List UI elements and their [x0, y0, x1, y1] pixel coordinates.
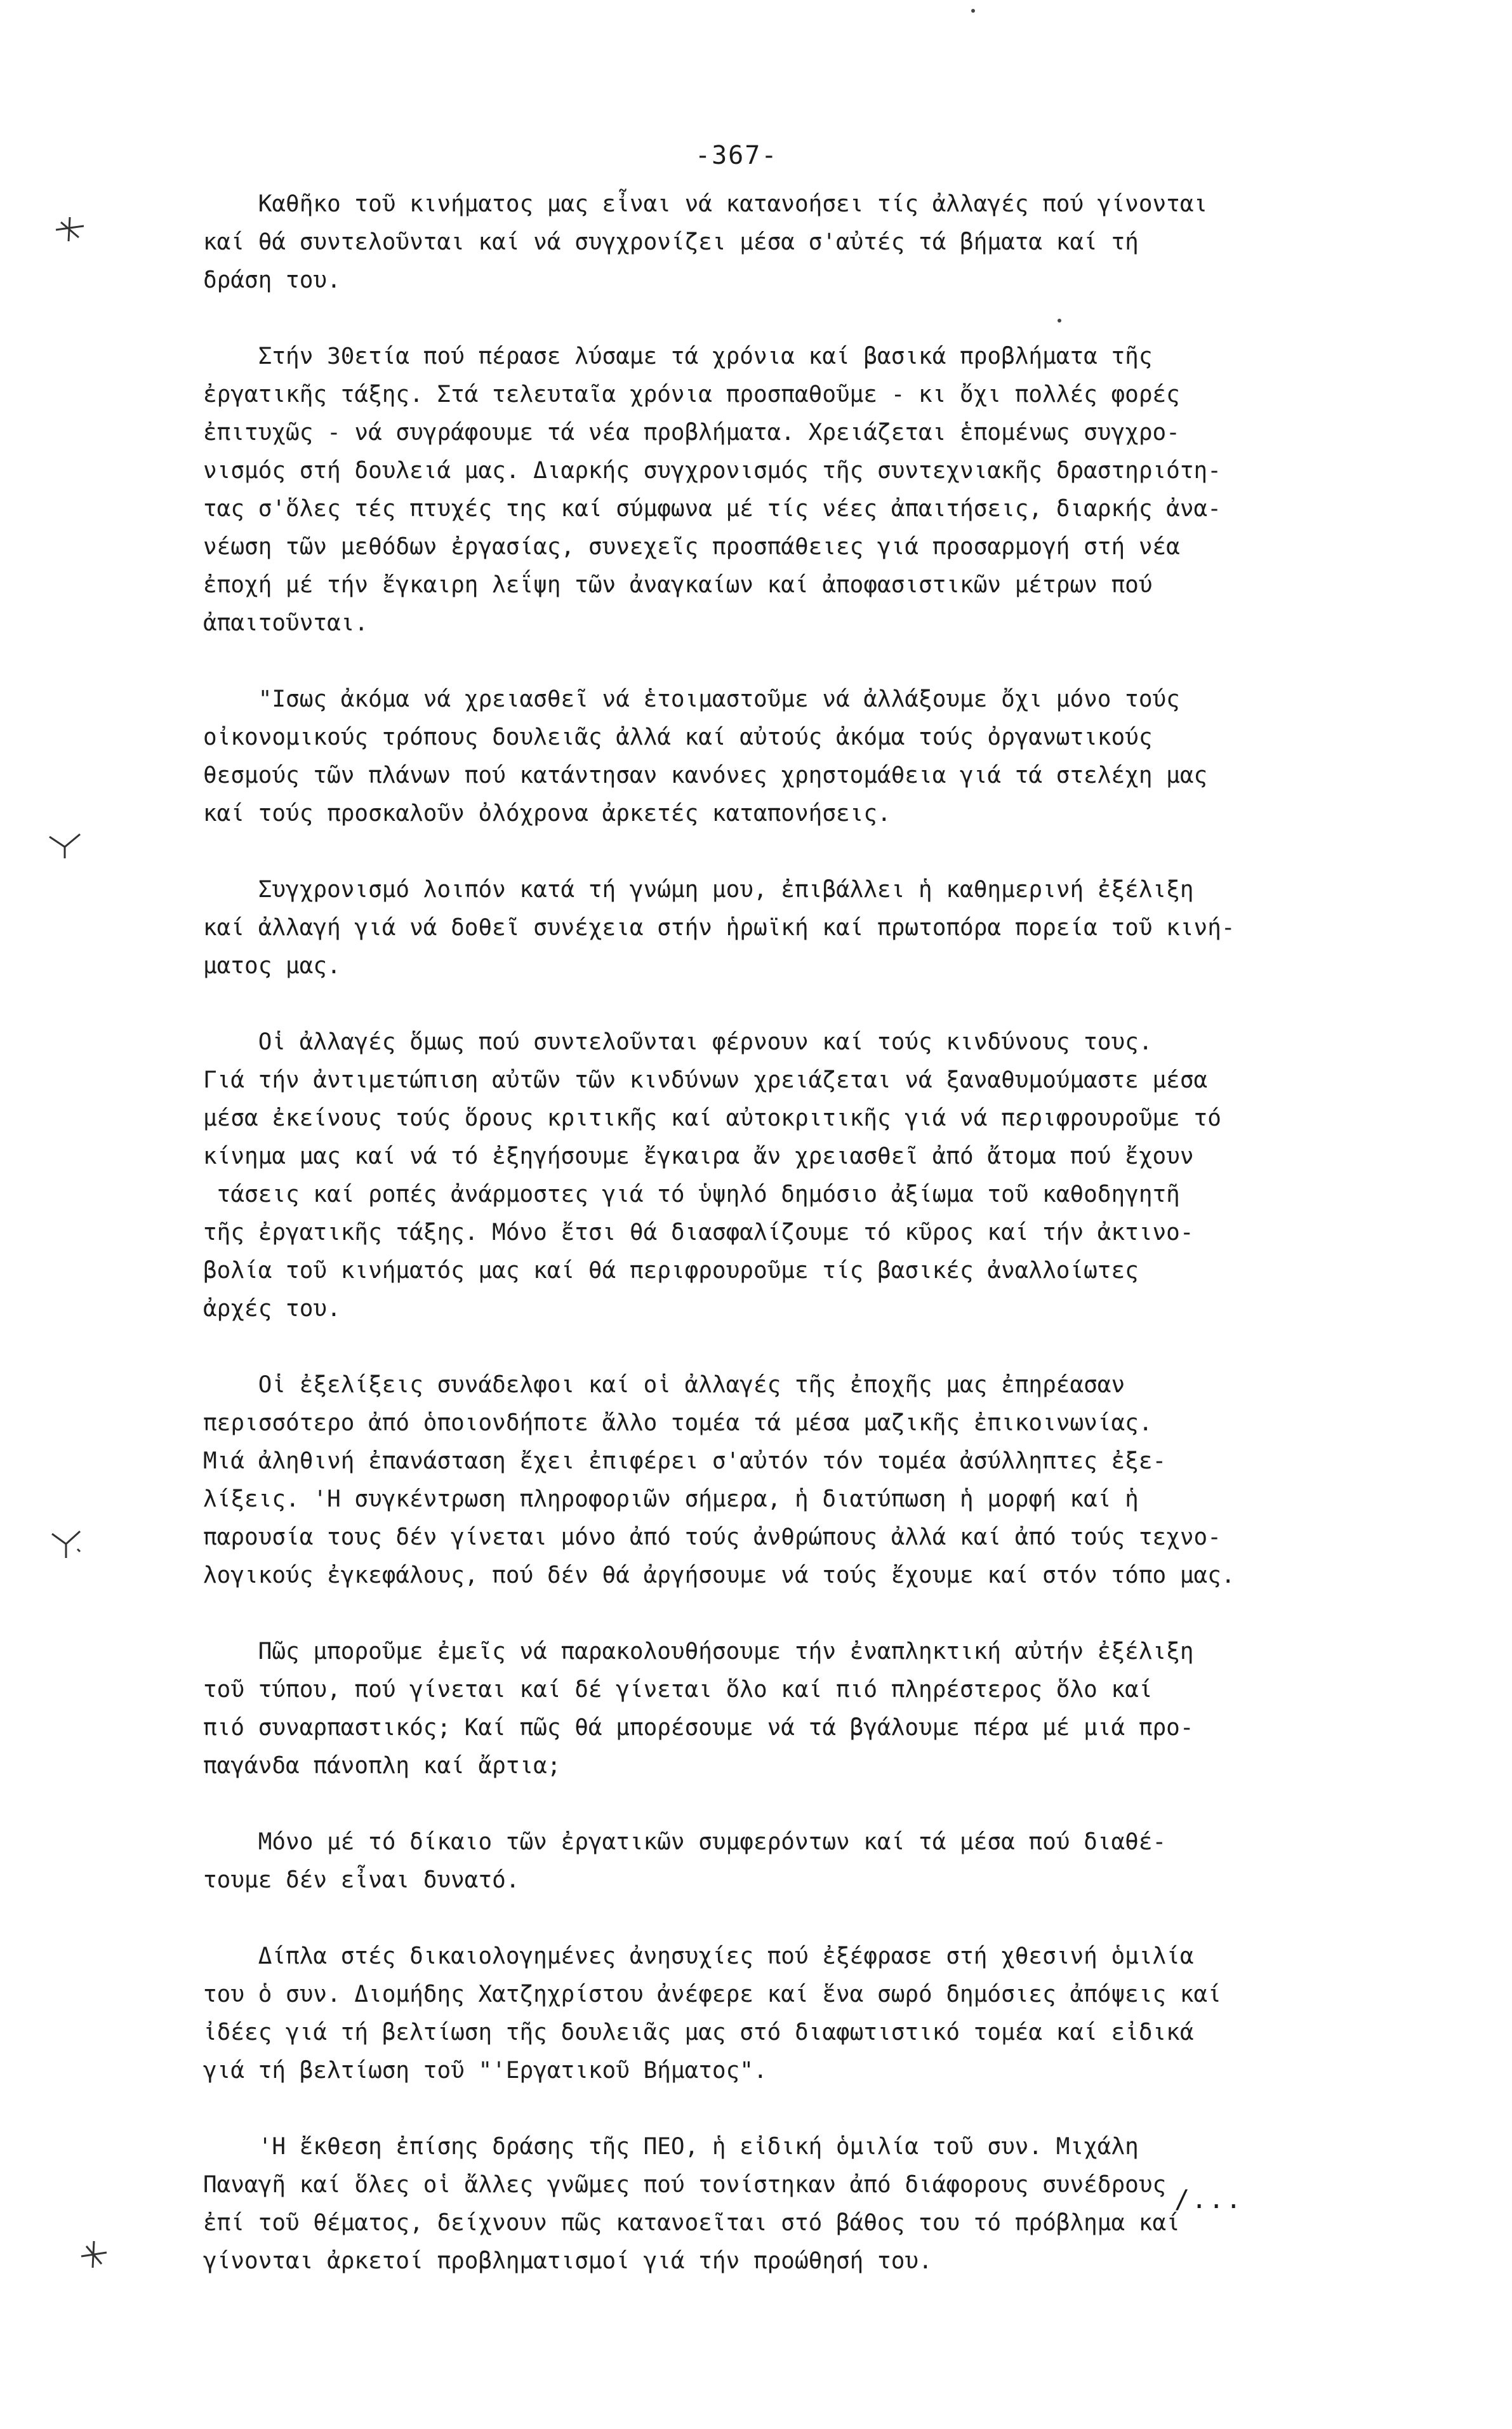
text-line: παρουσία τους δέν γίνεται μόνο ἀπό τούς ἀνθρώπους ἀλλά καί ἀπό τούς τεχνο-	[203, 1524, 1221, 1550]
text-line: Γιά τήν ἀντιμετώπιση αὐτῶν τῶν κινδύνων χρειάζεται νά ξαναθυμούμαστε μέσα	[203, 1067, 1208, 1093]
text-line: γιά τή βελτίωση τοῦ "'Εργατικοῦ Βήματος".	[203, 2058, 767, 2084]
text-line: τοῦ τύπου, πού γίνεται καί δέ γίνεται ὅλο καί πιό πληρέστερος ὅλο καί	[203, 1677, 1153, 1703]
text-line: περισσότερο ἀπό ὁποιονδήποτε ἄλλο τομέα τά μέσα μαζικῆς ἐπικοινωνίας.	[203, 1410, 1153, 1436]
text-line: καί τούς προσκαλοῦν ὀλόχρονα ἀρκετές καταπονήσεις.	[203, 801, 891, 827]
text-line: νισμός στή δουλειά μας. Διαρκής συγχρονισμός τῆς συντεχνιακῆς δραστηριότη-	[203, 458, 1221, 484]
paragraph	[203, 1633, 1396, 1785]
text-line: ἰδέες γιά τή βελτίωση τῆς δουλειᾶς μας στό διαφωτιστικό τομέα καί εἰδικά	[203, 2020, 1194, 2046]
text-line: καί θά συντελοῦνται καί νά συγχρονίζει μέσα σ'αὐτές τά βήματα καί τή	[203, 229, 1139, 255]
check-mark-icon	[46, 825, 84, 863]
text-line: νέωση τῶν μεθόδων ἐργασίας, συνεχεῖς προσπάθειες γιά προσαρμογή στή νέα	[203, 534, 1180, 560]
asterisk-mark-icon	[75, 2235, 113, 2273]
paragraph	[203, 871, 1396, 985]
text-line: ἐπιτυχῶς - νά συγράφουμε τά νέα προβλήματα. Χρειάζεται ἑπομένως συγχρο-	[203, 420, 1180, 446]
text-line: κίνημα μας καί νά τό ἐξηγήσουμε ἔγκαιρα ἄν χρειασθεῖ ἀπό ἄτομα πού ἔχουν	[203, 1143, 1194, 1169]
text-line: γίνονται ἀρκετοί προβληματισμοί γιά τήν προώθησή του.	[203, 2248, 932, 2274]
text-line: τας σ'ὅλες τές πτυχές της καί σύμφωνα μέ τίς νέες ἀπαιτήσεις, διαρκής ἀνα-	[203, 496, 1221, 522]
text-line: τάσεις καί ροπές ἀνάρμοστες γιά τό ὑψηλό δημόσιο ἀξίωμα τοῦ καθοδηγητῆ	[203, 1181, 1180, 1208]
text-line: ἀρχές του.	[203, 1296, 341, 1322]
text-line: πιό συναρπαστικός; Καί πῶς θά μπορέσουμε νά τά βγάλουμε πέρα μέ μιά προ-	[203, 1715, 1194, 1741]
text-line: Δίπλα στές δικαιολογημένες ἀνησυχίες πού ἐξέφρασε στή χθεσινή ὁμιλία	[203, 1943, 1194, 1969]
text-line: "Ισως ἀκόμα νά χρειασθεῖ νά ἑτοιμαστοῦμε νά ἀλλάξουμε ὄχι μόνο τούς	[203, 686, 1180, 712]
document-body	[203, 185, 1396, 2280]
continuation-marker: /...	[1174, 2185, 1243, 2214]
text-line: δράση του.	[203, 267, 341, 293]
paragraph	[203, 1938, 1396, 2090]
text-line: Συγχρονισμό λοιπόν κατά τή γνώμη μου, ἐπιβάλλει ἡ καθημερινή ἐξέλιξη	[203, 877, 1194, 903]
text-line: Μόνο μέ τό δίκαιο τῶν ἐργατικῶν συμφερόντων καί τά μέσα πού διαθέ-	[203, 1829, 1167, 1855]
text-line: του ὁ συν. Διομήδης Χατζηχρίστου ἀνέφερε καί ἕνα σωρό δημόσιες ἀπόψεις καί	[203, 1981, 1221, 2007]
text-line: ματος μας.	[203, 953, 341, 979]
text-line: Παναγῆ καί ὅλες οἱ ἄλλες γνῶμες πού τονίστηκαν ἀπό διάφορους συνέδρους	[203, 2172, 1167, 2198]
paragraph	[203, 1023, 1396, 1328]
paragraph	[203, 1823, 1396, 1900]
text-line: 'Η ἔκθεση ἐπίσης δράσης τῆς ΠΕΟ, ἡ εἰδική ὁμιλία τοῦ συν. Μιχάλη	[203, 2134, 1139, 2160]
text-line: οἰκονομικούς τρόπους δουλειᾶς ἀλλά καί αὐτούς ἀκόμα τούς ὀργανωτικούς	[203, 724, 1153, 750]
paragraph	[203, 338, 1396, 642]
text-line: Καθῆκο τοῦ κινήματος μας εἶναι νά κατανοήσει τίς ἀλλαγές πού γίνονται	[203, 191, 1208, 217]
page-number: -367-	[695, 141, 778, 170]
text-line: Πῶς μποροῦμε ἐμεῖς νά παρακολουθήσουμε τήν ἐναπληκτική αὐτήν ἐξέλιξη	[203, 1639, 1194, 1665]
asterisk-mark-icon	[51, 210, 89, 248]
paragraph	[203, 1366, 1396, 1595]
text-line: παγάνδα πάνοπλη καί ἄρτια;	[203, 1753, 561, 1779]
text-line: ἐπί τοῦ θέματος, δείχνουν πῶς κατανοεῖται στό βάθος του τό πρόβλημα καί	[203, 2210, 1180, 2236]
paragraph	[203, 681, 1396, 833]
text-line: καί ἀλλαγή γιά νά δοθεῖ συνέχεια στήν ἡρωϊκή καί πρωτοπόρα πορεία τοῦ κινή-	[203, 915, 1235, 941]
text-line: τῆς ἐργατικῆς τάξης. Μόνο ἔτσι θά διασφαλίζουμε τό κῦρος καί τήν ἀκτινο-	[203, 1220, 1194, 1246]
text-line: θεσμούς τῶν πλάνων πού κατάντησαν κανόνες χρηστομάθεια γιά τά στελέχη μας	[203, 762, 1208, 789]
text-line: βολία τοῦ κινήματός μας καί θά περιφρουροῦμε τίς βασικές ἀναλλοίωτες	[203, 1258, 1139, 1284]
check-mark-icon	[48, 1524, 86, 1562]
text-line: ἐποχή μέ τήν ἔγκαιρη λεΐψη τῶν ἀναγκαίων καί ἀποφασιστικῶν μέτρων πού	[203, 572, 1153, 598]
paragraph	[203, 185, 1396, 300]
text-line: λίξεις. 'Η συγκέντρωση πληροφοριῶν σήμερα, ἡ διατύπωση ἡ μορφή καί ἡ	[203, 1486, 1139, 1512]
text-line: λογικούς ἐγκεφάλους, πού δέν θά ἀργήσουμε νά τούς ἔχουμε καί στόν τόπο μας.	[203, 1562, 1235, 1588]
scan-speck	[971, 9, 975, 13]
text-line: Στήν 30ετία πού πέρασε λύσαμε τά χρόνια καί βασικά προβλήματα τῆς	[203, 343, 1153, 369]
text-line: μέσα ἐκείνους τούς ὅρους κριτικῆς καί αὐτοκριτικῆς γιά νά περιφρουροῦμε τό	[203, 1105, 1221, 1131]
text-line: Μιά ἀληθινή ἐπανάσταση ἔχει ἐπιφέρει σ'αὐτόν τόν τομέα ἀσύλληπτες ἐξε-	[203, 1448, 1167, 1474]
text-line: Οἱ ἐξελίξεις συνάδελφοι καί οἱ ἀλλαγές τῆς ἐποχῆς μας ἐπηρέασαν	[203, 1372, 1125, 1398]
text-line: Οἱ ἀλλαγές ὅμως πού συντελοῦνται φέρνουν καί τούς κινδύνους τους.	[203, 1029, 1153, 1055]
text-line: τουμε δέν εἶναι δυνατό.	[203, 1867, 520, 1893]
text-line: ἐργατικῆς τάξης. Στά τελευταῖα χρόνια προσπαθοῦμε - κι ὄχι πολλές φορές	[203, 382, 1180, 408]
text-line: ἀπαιτοῦνται.	[203, 610, 369, 636]
